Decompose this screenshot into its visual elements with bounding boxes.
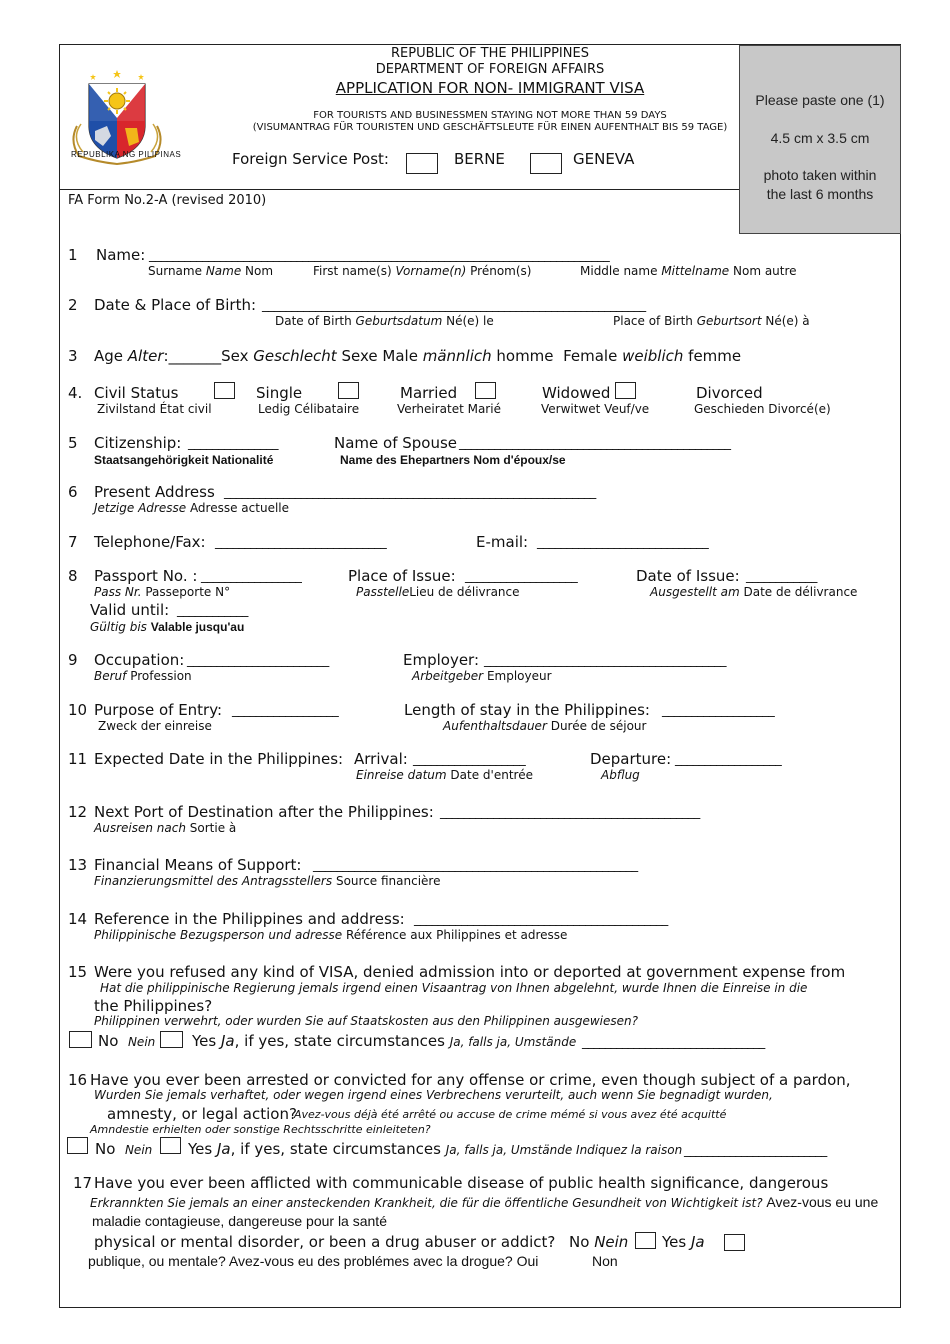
address-field[interactable]: _______________________________________________________________ (224, 485, 596, 500)
valid-until-field[interactable]: ____________ (177, 603, 248, 618)
valid-until-sub: Gültig bis Valable jusqu'au (90, 620, 245, 634)
q1-sub-surname: Surname Name Nom (148, 264, 274, 278)
purpose-label: Purpose of Entry: (94, 701, 223, 719)
widowed-checkbox[interactable] (475, 382, 496, 399)
reference-label: Reference in the Philippines and address: (94, 910, 405, 928)
q16-yes-checkbox[interactable] (160, 1137, 181, 1154)
widowed-sub: Verwitwet Veuf/ve (541, 402, 650, 416)
single-sub: Ledig Célibataire (258, 402, 360, 416)
arrival-sub: Einreise datum Date d'entrée (356, 768, 533, 782)
citizenship-field[interactable]: _______________ (188, 436, 278, 451)
q16-de3: Amndestie erhielten oder sonstige Rechtsschritte einleiteten? (90, 1123, 431, 1136)
divorced-sub: Geschieden Divorcé(e) (694, 402, 831, 416)
q16-number: 16 (68, 1071, 88, 1089)
date-issue-label: Date of Issue: (636, 567, 740, 585)
occupation-sub: Beruf Profession (94, 669, 192, 683)
financial-label: Financial Means of Support: (94, 856, 302, 874)
photo-instruction-3: photo taken within (763, 167, 877, 183)
spouse-field[interactable]: ______________________________________________ (459, 436, 731, 451)
post-label: Foreign Service Post: (232, 150, 389, 168)
financial-field[interactable]: _______________________________________________________ (313, 858, 638, 873)
q4-number: 4. (68, 384, 83, 402)
q1-sub-middlename: Middle name Mittelname Nom autre (580, 264, 797, 278)
q17-line1: Have you ever been afflicted with communicable disease of public health significance, dangerous (94, 1174, 829, 1192)
q15-yes-checkbox[interactable] (160, 1031, 183, 1048)
q2-sub-date: Date of Birth Geburtsdatum Né(e) le (275, 314, 494, 328)
department-heading: DEPARTMENT OF FOREIGN AFFAIRS (375, 62, 605, 77)
q17-yes-checkbox[interactable] (724, 1234, 745, 1251)
q16-no-checkbox[interactable] (67, 1137, 88, 1154)
q15-number: 15 (68, 963, 88, 981)
q10-number: 10 (68, 701, 88, 719)
subtitle-en: FOR TOURISTS AND BUSINESSMEN STAYING NOT MORE THAN 59 DAYS (313, 110, 667, 121)
married-label: Married (400, 384, 458, 402)
geneva-label: GENEVA (573, 150, 635, 168)
q15-de1: Hat die philippinische Regierung jemals irgend einen Visaantrag von Ihnen abgelehnt, wurde Ihnen die Einreise in die (100, 981, 808, 995)
q16-yes-label: Yes Ja, if yes, state circumstances Ja, falls ja, Umstände Indiquez la raison (188, 1140, 683, 1158)
q17-fr2: maladie contagieuse, dangereuse pour la santé (92, 1213, 387, 1229)
geneva-checkbox[interactable] (530, 153, 562, 174)
q15-de2: Philippinen verwehrt, oder wurden Sie auf Staatskosten aus den Philippinen ausgewiesen? (94, 1014, 638, 1028)
arrival-label: Arrival: (354, 750, 408, 768)
q15-no-checkbox[interactable] (69, 1031, 92, 1048)
q17-fr3-no: Non (592, 1253, 618, 1269)
passport-label: Passport No. : (94, 567, 198, 585)
q15-line1: Were you refused any kind of VISA, denied admission into or deported at government expense from (94, 963, 846, 981)
occupation-label: Occupation: (94, 651, 185, 669)
q17-no-label: No Nein (569, 1233, 629, 1251)
telephone-label: Telephone/Fax: (94, 533, 206, 551)
q2-number: 2 (68, 296, 78, 314)
destination-field[interactable]: ____________________________________________ (440, 805, 700, 820)
photo-instruction-1: Please paste one (1) (755, 92, 885, 108)
passport-sub: Pass Nr. Passeporte N° (94, 585, 231, 599)
employer-sub: Arbeitgeber Employeur (412, 669, 552, 683)
civil-status-sub: Zivilstand État civil (97, 402, 212, 416)
female-option[interactable]: Female weiblich femme (563, 347, 742, 365)
q15-circumstances-field[interactable]: ________________________________ (582, 1035, 765, 1050)
departure-field[interactable]: __________________ (675, 752, 782, 767)
q9-number: 9 (68, 651, 78, 669)
spouse-sub: Name des Ehepartners Nom d'époux/se (340, 453, 566, 467)
email-field[interactable]: _____________________________ (537, 535, 709, 550)
email-label: E-mail: (476, 533, 529, 551)
q2-label: Date & Place of Birth: (94, 296, 257, 314)
spouse-label: Name of Spouse (334, 434, 458, 452)
q3-number: 3 (68, 347, 78, 365)
q17-de1: Erkrannkten Sie jemals an einer ansteckenden Krankheit, die für die öffentliche Gesundheit von Wichtigkeit ist? Avez-vous eu une (90, 1194, 879, 1210)
date-issue-sub: Ausgestellt am Date de délivrance (650, 585, 858, 599)
q17-fr3: publique, ou mentale? Avez-vous eu des problémes avec la drogue? Oui (88, 1253, 539, 1269)
photo-instruction-2: 4.5 cm x 3.5 cm (770, 130, 870, 146)
single-checkbox[interactable] (214, 382, 235, 399)
name-field[interactable]: ______________________________________________________________________________ (149, 248, 610, 263)
date-issue-field[interactable]: ____________ (746, 569, 817, 584)
header-divider (59, 189, 740, 190)
married-sub: Verheiratet Marié (397, 402, 501, 416)
length-label: Length of stay in the Philippines: (404, 701, 650, 719)
employer-label: Employer: (403, 651, 480, 669)
q3-line: Age Alter:_______Sex Geschlecht Sexe Male männlich homme Female weiblich femme (94, 347, 742, 365)
q2-sub-place: Place of Birth Geburtsort Né(e) à (613, 314, 810, 328)
male-option[interactable]: Male männlich homme (382, 347, 554, 365)
q16-fr2: Avez-vous déjà été arrêté ou accuse de crime mémé si vous avez été acquitté (294, 1108, 727, 1121)
subtitle-de: (VISUMANTRAG FÜR TOURISTEN UND GESCHÄFTSLEUTE FÜR EINEN AUFENTHALT BIS 59 TAGE) (252, 122, 728, 133)
civil-status-label: Civil Status (94, 384, 179, 402)
q17-no-checkbox[interactable] (635, 1232, 656, 1249)
purpose-sub: Zweck der einreise (98, 719, 212, 733)
employer-field[interactable]: _________________________________________ (484, 653, 726, 668)
q15-yes-label: Yes Ja, if yes, state circumstances Ja, falls ja, Umstände (192, 1032, 577, 1050)
citizenship-label: Citizenship: (94, 434, 182, 452)
address-sub: Jetzige Adresse Adresse actuelle (94, 501, 290, 515)
divorced-label: Divorced (696, 384, 763, 402)
single-label: Single (256, 384, 303, 402)
q14-number: 14 (68, 910, 88, 928)
valid-until-label: Valid until: (90, 601, 170, 619)
seal-text: REPUBLIKA NG PILIPINAS (71, 150, 182, 159)
q16-line1: Have you ever been arrested or convicted for any offense or crime, even though subject of a pardon, (90, 1071, 851, 1089)
q15-no-label: No Nein (98, 1032, 156, 1050)
widowed-label: Widowed (542, 384, 611, 402)
destination-sub: Ausreisen nach Sortie à (94, 821, 237, 835)
q5-number: 5 (68, 434, 78, 452)
length-sub: Aufenthaltsdauer Durée de séjour (443, 719, 647, 733)
q12-number: 12 (68, 803, 88, 821)
q13-number: 13 (68, 856, 88, 874)
telephone-field[interactable]: _____________________________ (215, 535, 387, 550)
q16-no-label: No Nein (95, 1140, 153, 1158)
q1-sub-firstname: First name(s) Vorname(n) Prénom(s) (313, 264, 532, 278)
purpose-field[interactable]: __________________ (232, 703, 339, 718)
q8-number: 8 (68, 567, 78, 585)
departure-sub: Abflug (601, 768, 640, 782)
expected-date-label: Expected Date in the Philippines: (94, 750, 344, 768)
berne-checkbox[interactable] (406, 153, 438, 174)
q7-number: 7 (68, 533, 78, 551)
q17-number: 17 (73, 1174, 93, 1192)
q6-number: 6 (68, 483, 78, 501)
photo-area[interactable] (739, 45, 901, 234)
q11-number: 11 (68, 750, 88, 768)
divorced-checkbox[interactable] (615, 382, 636, 399)
arrival-field[interactable]: ___________________ (413, 752, 526, 767)
birth-field[interactable]: _________________________________________________________________ (262, 298, 646, 313)
citizenship-sub: Staatsangehörigkeit Nationalité (94, 453, 274, 467)
age-field[interactable]: :_______ (163, 347, 222, 365)
photo-instruction-4: the last 6 months (766, 186, 874, 202)
q15-line2: the Philippines? (94, 997, 213, 1015)
occupation-field[interactable]: ________________________ (187, 653, 329, 668)
q16-line2: amnesty, or legal action? (107, 1105, 297, 1123)
financial-sub: Finanzierungsmittel des Antragsstellers Source financière (94, 874, 441, 888)
q17-yes-label: Yes Ja (662, 1233, 705, 1251)
q1-label: Name: (96, 246, 146, 264)
destination-label: Next Port of Destination after the Philippines: (94, 803, 434, 821)
address-label: Present Address (94, 483, 215, 501)
departure-label: Departure: (590, 750, 672, 768)
place-issue-field[interactable]: ___________________ (465, 569, 578, 584)
length-field[interactable]: ___________________ (662, 703, 775, 718)
q16-de1: Wurden Sie jemals verhaftet, oder wegen irgend eines Verbrechens verurteilt, auch wenn Sie begnadigt wurden, (94, 1088, 773, 1102)
married-checkbox[interactable] (338, 382, 359, 399)
place-issue-sub: PasstelleLieu de délivrance (356, 585, 520, 599)
form-number: FA Form No.2-A (revised 2010) (68, 193, 267, 208)
reference-sub: Philippinische Bezugsperson und adresse Référence aux Philippines et adresse (94, 928, 568, 942)
place-issue-label: Place of Issue: (348, 567, 456, 585)
q17-line2: physical or mental disorder, or been a drug abuser or addict? (94, 1233, 556, 1251)
q16-circumstances-field[interactable]: _________________________ (684, 1143, 827, 1158)
republic-heading: REPUBLIC OF THE PHILIPPINES (391, 46, 589, 61)
reference-field[interactable]: ___________________________________________ (414, 912, 668, 927)
berne-label: BERNE (454, 150, 505, 168)
q1-number: 1 (68, 246, 78, 264)
form-title: APPLICATION FOR NON- IMMIGRANT VISA (335, 79, 645, 97)
passport-field[interactable]: _________________ (201, 569, 302, 584)
